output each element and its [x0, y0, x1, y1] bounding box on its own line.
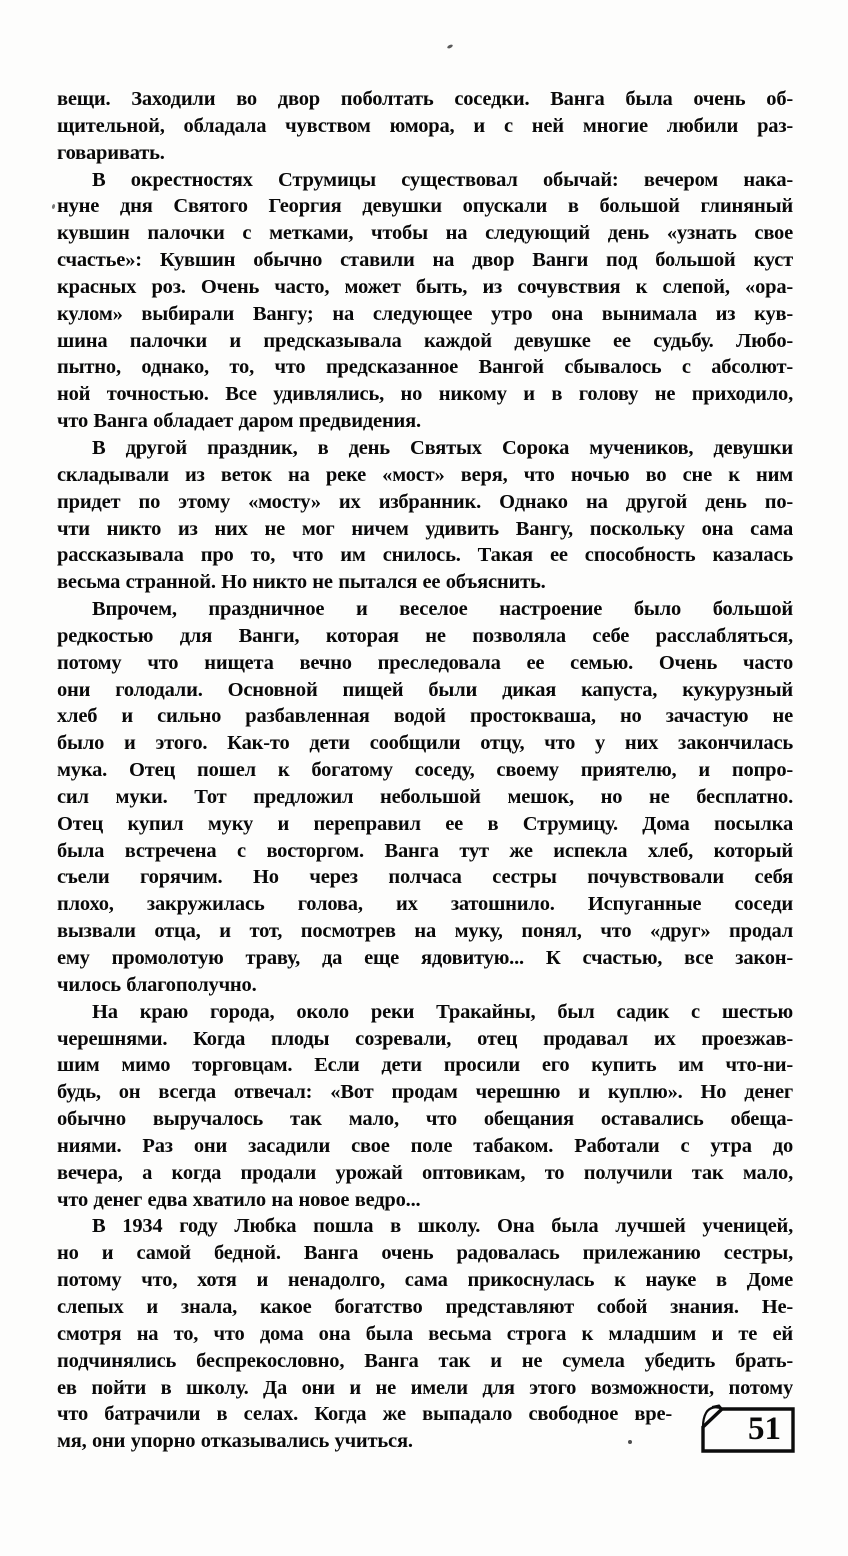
text-line: было и этого. Как-то дети сообщили отцу, что у них закончилась: [57, 732, 793, 755]
text-line: редкостью для Ванги, которая не позволяла себе расслабляться,: [57, 624, 793, 647]
text-line: обычно выручалось так мало, что обещания оставались обеща-: [57, 1108, 793, 1131]
text-line: смотря на то, что дома она была весьма строга к младшим и те ей: [57, 1322, 793, 1345]
text-line: складывали из веток на реке «мост» веря, что ночью во сне к ним: [57, 463, 793, 486]
text-line: ему промолотую траву, да еще ядовитую... К счастью, все закон-: [57, 947, 793, 969]
text-block: [57, 86, 793, 1455]
text-line: кувшин палочки с метками, чтобы на следующий день «узнать свое: [57, 222, 793, 245]
text-line: они голодали. Основной пищей были дикая капуста, кукурузный: [57, 678, 793, 701]
text-line: что Ванга обладает даром предвидения.: [57, 410, 421, 433]
text-line: потому что, хотя и ненадолго, сама прикоснулась к науке в Доме: [57, 1269, 793, 1292]
text-line: потому что нищета вечно преследовала ее семью. Очень часто: [57, 651, 793, 674]
scan-speck: [447, 44, 454, 49]
text-line: ной точностью. Все удивлялись, но никому и в голову не приходило,: [57, 383, 793, 406]
text-line: но и самой бедной. Ванга очень радовалась прилежанию сестры,: [57, 1242, 793, 1265]
text-line: мука. Отец пошел к богатому соседу, своему приятелю, и попро-: [57, 759, 793, 782]
scan-speck: [51, 204, 55, 210]
text-line: плохо, закружилась голова, их затошнило. Испуганные соседи: [57, 893, 793, 916]
text-line: чти никто из них не мог ничем удивить Вангу, поскольку она сама: [57, 517, 793, 540]
text-line: красных роз. Очень часто, может быть, из сочувствия к слепой, «ора-: [57, 275, 793, 298]
text-line: говаривать.: [57, 141, 165, 164]
text-line: кулом» выбирали Вангу; на следующее утро она вынимала из кув-: [57, 302, 793, 325]
text-line: сил муки. Тот предложил небольшой мешок, но не бесплатно.: [57, 785, 793, 808]
text-line: Впрочем, праздничное и веселое настроение было большой: [92, 598, 793, 621]
page-number: 51: [748, 1411, 781, 1447]
text-line: Отец купил муку и переправил ее в Струмицу. Дома посылка: [57, 812, 793, 835]
text-line: На краю города, около реки Тракайны, был садик с шестью: [92, 1000, 793, 1023]
text-line: вызвали отца, и тот, посмотрев на муку, понял, что «друг» продал: [57, 920, 793, 943]
text-line: слепых и знала, какое богатство представляют собой знания. Не-: [57, 1295, 793, 1318]
text-line: придет по этому «мосту» их избранник. Однако на другой день по-: [57, 490, 793, 513]
text-line: рассказывала про то, что им снилось. Такая ее способность казалась: [57, 544, 793, 567]
page-number-badge: [699, 1404, 797, 1456]
text-line: шина палочки и предсказывала каждой девушке ее судьбу. Любо-: [57, 329, 793, 352]
text-line: ев пойти в школу. Да они и не имели для этого возможности, потому: [57, 1376, 793, 1399]
text-line: будь, он всегда отвечал: «Вот продам черешню и куплю». Но денег: [57, 1081, 793, 1104]
text-line: вечера, а когда продали урожай оптовикам, то получили так мало,: [57, 1161, 793, 1184]
text-line: съели горячим. Но через полчаса сестры почувствовали себя: [57, 866, 793, 889]
text-line: В окрестностях Струмицы существовал обычай: вечером нака-: [92, 168, 793, 191]
text-line: подчинялись беспрекословно, Ванга так и не сумела убедить брать-: [57, 1349, 793, 1372]
text-line: шим мимо торговцам. Если дети просили его купить им что-ни-: [57, 1054, 793, 1077]
text-line: нуне дня Святого Георгия девушки опускали в большой глиняный: [57, 195, 793, 218]
text-line: что денег едва хватило на новое ведро...: [57, 1188, 421, 1211]
text-line: счастье»: Кувшин обычно ставили на двор Ванги под большой куст: [57, 249, 793, 272]
text-line: мя, они упорно отказывались учиться.: [57, 1430, 413, 1453]
text-line: пытно, однако, то, что предсказанное Вангой сбывалось с абсолют-: [57, 356, 793, 379]
text-line: хлеб и сильно разбавленная водой простокваша, но зачастую не: [57, 705, 793, 728]
text-line: В 1934 году Любка пошла в школу. Она была лучшей ученицей,: [92, 1215, 793, 1238]
text-line: ниями. Раз они засадили свое поле табаком. Работали с утра до: [57, 1134, 793, 1157]
text-line: что батрачили в селах. Когда же выпадало свободное вре-: [57, 1403, 672, 1426]
text-line: щительной, обладала чувством юмора, и с ней многие любили раз-: [57, 114, 793, 137]
text-line: В другой праздник, в день Святых Сорока мучеников, девушки: [92, 436, 793, 459]
text-line: вещи. Заходили во двор поболтать соседки. Ванга была очень об-: [57, 88, 793, 110]
text-line: чилось благополучно.: [57, 973, 257, 996]
text-line: весьма странной. Но никто не пытался ее объяснить.: [57, 571, 546, 594]
text-line: была встречена с восторгом. Ванга тут же испекла хлеб, который: [57, 839, 793, 862]
text-line: черешнями. Когда плоды созревали, отец продавал их проезжав-: [57, 1027, 793, 1050]
